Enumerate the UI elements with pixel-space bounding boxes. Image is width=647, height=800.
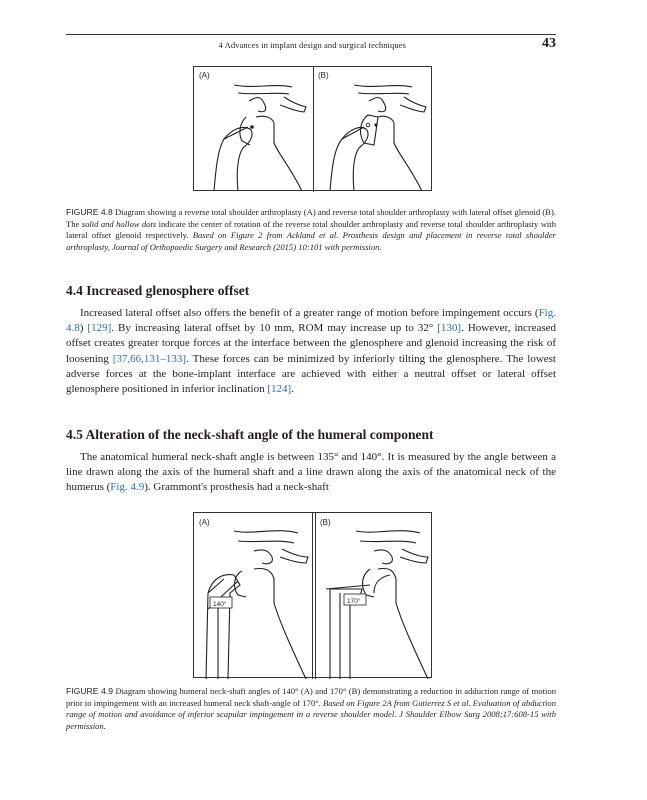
clavicle-a-lower — [238, 93, 289, 94]
caption-text: indicate the center of rotation of the reverse total shoulder arthroplasty and reverse total shoulder arthroplasty with lateral offset glenoid respectively. — [66, 218, 556, 241]
figure-4-8-caption — [66, 207, 556, 253]
citation-link[interactable]: [124] — [267, 383, 292, 396]
caption-source: Based on Figure 2 from Ackland et al. Prosthesis design and placement in reverse total shoulder arthroplasty, Journal of Orthopaedic Surgery and Research (2015) 10:101 with permission. — [66, 230, 557, 252]
glenosphere-b — [361, 115, 378, 145]
citation-link[interactable]: [37,66,131–133] — [112, 352, 187, 365]
citation-link[interactable]: [129] — [87, 322, 112, 335]
paragraph-text: . These forces can be minimized by inferiorly tilting the glenosphere. The lowest adverse forces at the bone-implant interface are achieved with either a neutral offset or lateral offset glenosphere positioned in inferior inclination — [66, 352, 556, 396]
figure-4-9 — [193, 512, 432, 678]
coracoid-b — [400, 549, 428, 563]
paragraph-text: ). Grammont's prosthesis had a neck-shaft — [144, 481, 329, 494]
clavicle-b-lower — [360, 541, 416, 543]
coracoid-a — [280, 97, 306, 112]
solid-dot-icon — [250, 125, 254, 129]
figure-4-9-panel-a-label: (A) — [199, 518, 210, 527]
paragraph-text: . By increasing lateral offset by 10 mm, ROM may increase up to 32° — [111, 322, 438, 335]
clavicle-b — [354, 85, 412, 87]
acromion-a — [254, 550, 272, 564]
clavicle-b — [356, 531, 420, 533]
figure-4-9-caption — [66, 686, 556, 732]
paragraph-text: ) — [79, 322, 88, 335]
section-4-5-paragraph — [66, 450, 556, 496]
scapula-a — [254, 568, 306, 679]
acromion-b — [374, 550, 392, 564]
figure-link[interactable]: Fig. 4.9 — [110, 481, 145, 494]
figure-4-8-panel-b-drawing — [330, 85, 426, 191]
glenoid-curve-b — [374, 575, 390, 593]
coracoid-a — [280, 549, 308, 563]
header-rule — [66, 34, 556, 35]
paragraph-text: The anatomical humeral neck-shaft angle is between 135° and 140°. It is measured by the angle between a line drawn along the axis of the humeral shaft and a line drawn along the axis of the anatomical neck of the humerus ( — [66, 451, 556, 494]
caption-text: Diagram showing humeral neck-shaft angles of 140° (A) and 170° (B) demonstrating a reduction in adduction range of motion prior to impingement with an increased humeral neck shaft-angle of 170°. — [66, 686, 556, 708]
figure-4-9-label: FIGURE 4.9 — [66, 686, 114, 696]
figure-4-9-illustration — [194, 513, 433, 679]
figure-4-9-panel-b-drawing — [326, 531, 428, 679]
angle-a-label: 140° — [213, 601, 227, 608]
glenosphere-b — [363, 569, 374, 597]
figure-4-8-illustration — [194, 67, 433, 192]
caption-source: Based on Figure 2A from Gutierrez S et al. Evaluation of abduction range of motion and avoidance of inferior scapular impingement in a reverse shoulder model. J Shoulder Elbow Surg 2008;17:608-15 with permission. — [66, 697, 556, 731]
section-heading-4-4: 4.4 Increased glenosphere offset — [66, 283, 250, 298]
clavicle-a-lower — [238, 541, 294, 543]
clavicle-b-lower — [358, 93, 409, 94]
scapula-b — [378, 568, 428, 679]
figure-4-8-panel-a-label: (A) — [199, 71, 210, 80]
section-4-4-paragraph — [66, 306, 556, 397]
clavicle-a — [234, 531, 298, 533]
figure-link[interactable]: Fig. 4.8 — [66, 307, 556, 335]
running-head: 4 Advances in implant design and surgical techniques — [218, 40, 406, 50]
glenosphere-a — [235, 571, 246, 597]
paragraph-text: Increased lateral offset also offers the benefit of a greater range of motion before impingement occurs ( — [80, 307, 539, 319]
coracoid-b — [400, 97, 426, 112]
citation-link[interactable]: [130] — [437, 322, 462, 335]
solid-dot-icon — [374, 123, 377, 126]
section-heading-4-5: 4.5 Alteration of the neck-shaft angle of the humeral component — [66, 427, 434, 442]
caption-text: solid and hollow dots — [81, 218, 157, 229]
scapula-b — [378, 116, 422, 191]
figure-4-8-panel-a-drawing — [214, 85, 306, 191]
clavicle-a — [234, 85, 292, 87]
scapula-a — [256, 116, 302, 191]
acromion-b — [369, 98, 386, 112]
paragraph-text: . However, increased offset creates greater torque forces at the interface between the glenosphere and glenoid increasing the risk of loosening — [66, 322, 557, 365]
figure-4-8-panel-b-label: (B) — [318, 71, 329, 80]
figure-4-8-label: FIGURE 4.8 — [66, 207, 113, 217]
page-number: 43 — [542, 36, 556, 51]
hollow-dot-icon — [366, 123, 370, 127]
caption-text: Diagram showing a reverse total shoulder arthroplasty (A) and reverse total shoulder arthroplasty with lateral offset glenoid (B). The — [66, 207, 556, 229]
paragraph-text: . — [291, 383, 294, 396]
glenosphere-a — [240, 117, 250, 145]
humerus-a — [214, 127, 252, 191]
acromion-a — [249, 98, 266, 112]
humerus-b — [330, 127, 368, 191]
angle-b-label: 170° — [347, 598, 361, 605]
figure-4-9-panel-b-label: (B) — [320, 518, 331, 527]
figure-4-8 — [193, 66, 432, 191]
